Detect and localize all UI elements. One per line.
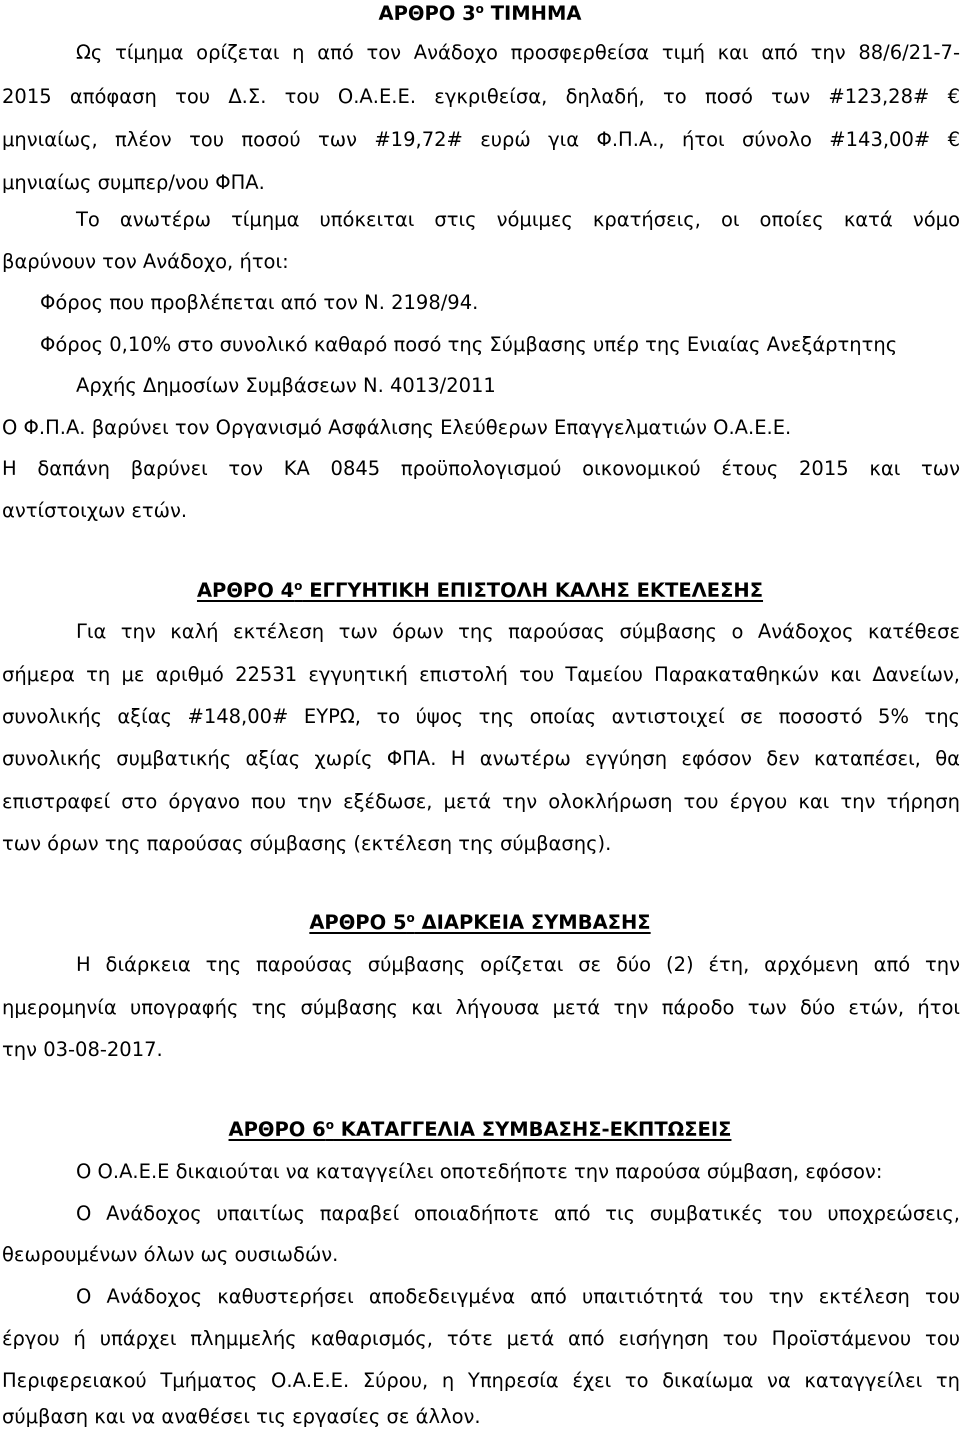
article3-p1-line4: μηνιαίως συμπερ/νου ΦΠΑ. — [2, 171, 265, 194]
article4-p1-line4: συνολικής συμβατικής αξίας χωρίς ΦΠΑ. Η ανωτέρω εγγύηση εφόσον δεν καταπέσει, θα — [2, 747, 960, 770]
article3-p1-line2: 2015 απόφαση του Δ.Σ. του Ο.Α.Ε.Ε. εγκριθείσα, δηλαδή, το ποσό των #123,28# € — [2, 85, 960, 108]
article3-vat: Ο Φ.Π.Α. βαρύνει τον Οργανισμό Ασφάλισης Ελεύθερων Επαγγελματιών Ο.Α.Ε.Ε. — [2, 416, 792, 439]
article3-expense-line2: αντίστοιχων ετών. — [2, 499, 188, 522]
article4-p1-line3: συνολικής αξίας #148,00# ΕΥΡΩ, το ύψος της οποίας αντιστοιχεί σε ποσοστό 5% της — [2, 705, 960, 728]
article3-p1-line1: Ως τίμημα ορίζεται η από τον Ανάδοχο προσφερθείσα τιμή και από την 88/6/21-7- — [76, 41, 960, 64]
article6-heading: ΑΡΘΡΟ $6^o$ ΚΑΤΑΓΓΕΛΙΑ ΣΥΜΒΑΣΗΣ-ΕΚΠΤΩΣΕΙΣ — [228, 1118, 732, 1141]
article6-p3-line4: σύμβαση και να αναθέσει τις εργασίες σε άλλον. — [2, 1405, 481, 1428]
article3-expense-line1: Η δαπάνη βαρύνει τον ΚΑ 0845 προϋπολογισμού οικονομικού έτους 2015 και των — [2, 457, 960, 480]
article4-p1-line1: Για την καλή εκτέλεση των όρων της παρούσας σύμβασης ο Ανάδοχος κατέθεσε — [76, 620, 960, 643]
article3-tax1: Φόρος που προβλέπεται από τον Ν. 2198/94. — [40, 291, 479, 314]
article6-p2-line1: Ο Ανάδοχος υπαιτίως παραβεί οποιαδήποτε από τις συμβατικές του υποχρεώσεις, — [76, 1202, 960, 1225]
article5-p1-line2: ημερομηνία υπογραφής της σύμβασης και λήγουσα μετά την πάροδο των δύο ετών, ήτοι — [2, 996, 960, 1019]
article6-p2-line2: θεωρουμένων όλων ως ουσιωδών. — [2, 1243, 339, 1266]
article4-p1-line2: σήμερα τη με αριθμό 22531 εγγυητική επιστολή του Ταμείου Παρακαταθηκών και Δανείων, — [2, 663, 960, 686]
article3-p2-line1: Το ανωτέρω τίμημα υπόκειται στις νόμιμες κρατήσεις, οι οποίες κατά νόμο — [76, 208, 960, 231]
article3-tax2-line1: Φόρος 0,10% στο συνολικό καθαρό ποσό της Σύμβασης υπέρ της Ενιαίας Ανεξάρτητης — [40, 333, 898, 356]
article3-heading: ΑΡΘΡΟ $3^o$ ΤΙΜΗΜΑ — [378, 2, 582, 25]
article6-p1: Ο Ο.Α.Ε.Ε δικαιούται να καταγγείλει οποτεδήποτε την παρούσα σύμβαση, εφόσον: — [76, 1160, 883, 1183]
article5-p1-line3: την 03-08-2017. — [2, 1038, 163, 1061]
article4-heading: ΑΡΘΡΟ $4^o$ ΕΓΓΥΗΤΙΚΗ ΕΠΙΣΤΟΛΗ ΚΑΛΗΣ ΕΚΤΕΛΕΣΗΣ — [196, 579, 764, 602]
article6-p3-line1: Ο Ανάδοχος καθυστερήσει αποδεδειγμένα από υπαιτιότητά του την εκτέλεση του — [76, 1285, 960, 1308]
article3-p2-line2: βαρύνουν τον Ανάδοχο, ήτοι: — [2, 250, 289, 273]
article3-tax2-line2: Αρχής Δημοσίων Συμβάσεων Ν. 4013/2011 — [76, 374, 496, 397]
article4-p1-line6: των όρων της παρούσας σύμβασης (εκτέλεση της σύμβασης). — [2, 832, 612, 855]
article6-p3-line2: έργου ή υπάρχει πλημμελής καθαρισμός, τότε μετά από εισήγηση του Προϊστάμενου του — [2, 1327, 960, 1350]
article5-heading: ΑΡΘΡΟ $5^o$ ΔΙΑΡΚΕΙΑ ΣΥΜΒΑΣΗΣ — [309, 911, 651, 934]
article5-p1-line1: Η διάρκεια της παρούσας σύμβασης ορίζεται σε δύο (2) έτη, αρχόμενη από την — [76, 953, 960, 976]
article3-p1-line3: μηνιαίως, πλέον του ποσού των #19,72# ευρώ για Φ.Π.Α., ήτοι σύνολο #143,00# € — [2, 128, 960, 151]
article4-p1-line5: επιστραφεί στο όργανο που την εξέδωσε, μετά την ολοκλήρωση του έργου και την τήρηση — [2, 790, 960, 813]
article6-p3-line3: Περιφερειακού Τμήματος Ο.Α.Ε.Ε. Σύρου, η Υπηρεσία έχει το δικαίωμα να καταγγείλει τη — [2, 1369, 960, 1392]
